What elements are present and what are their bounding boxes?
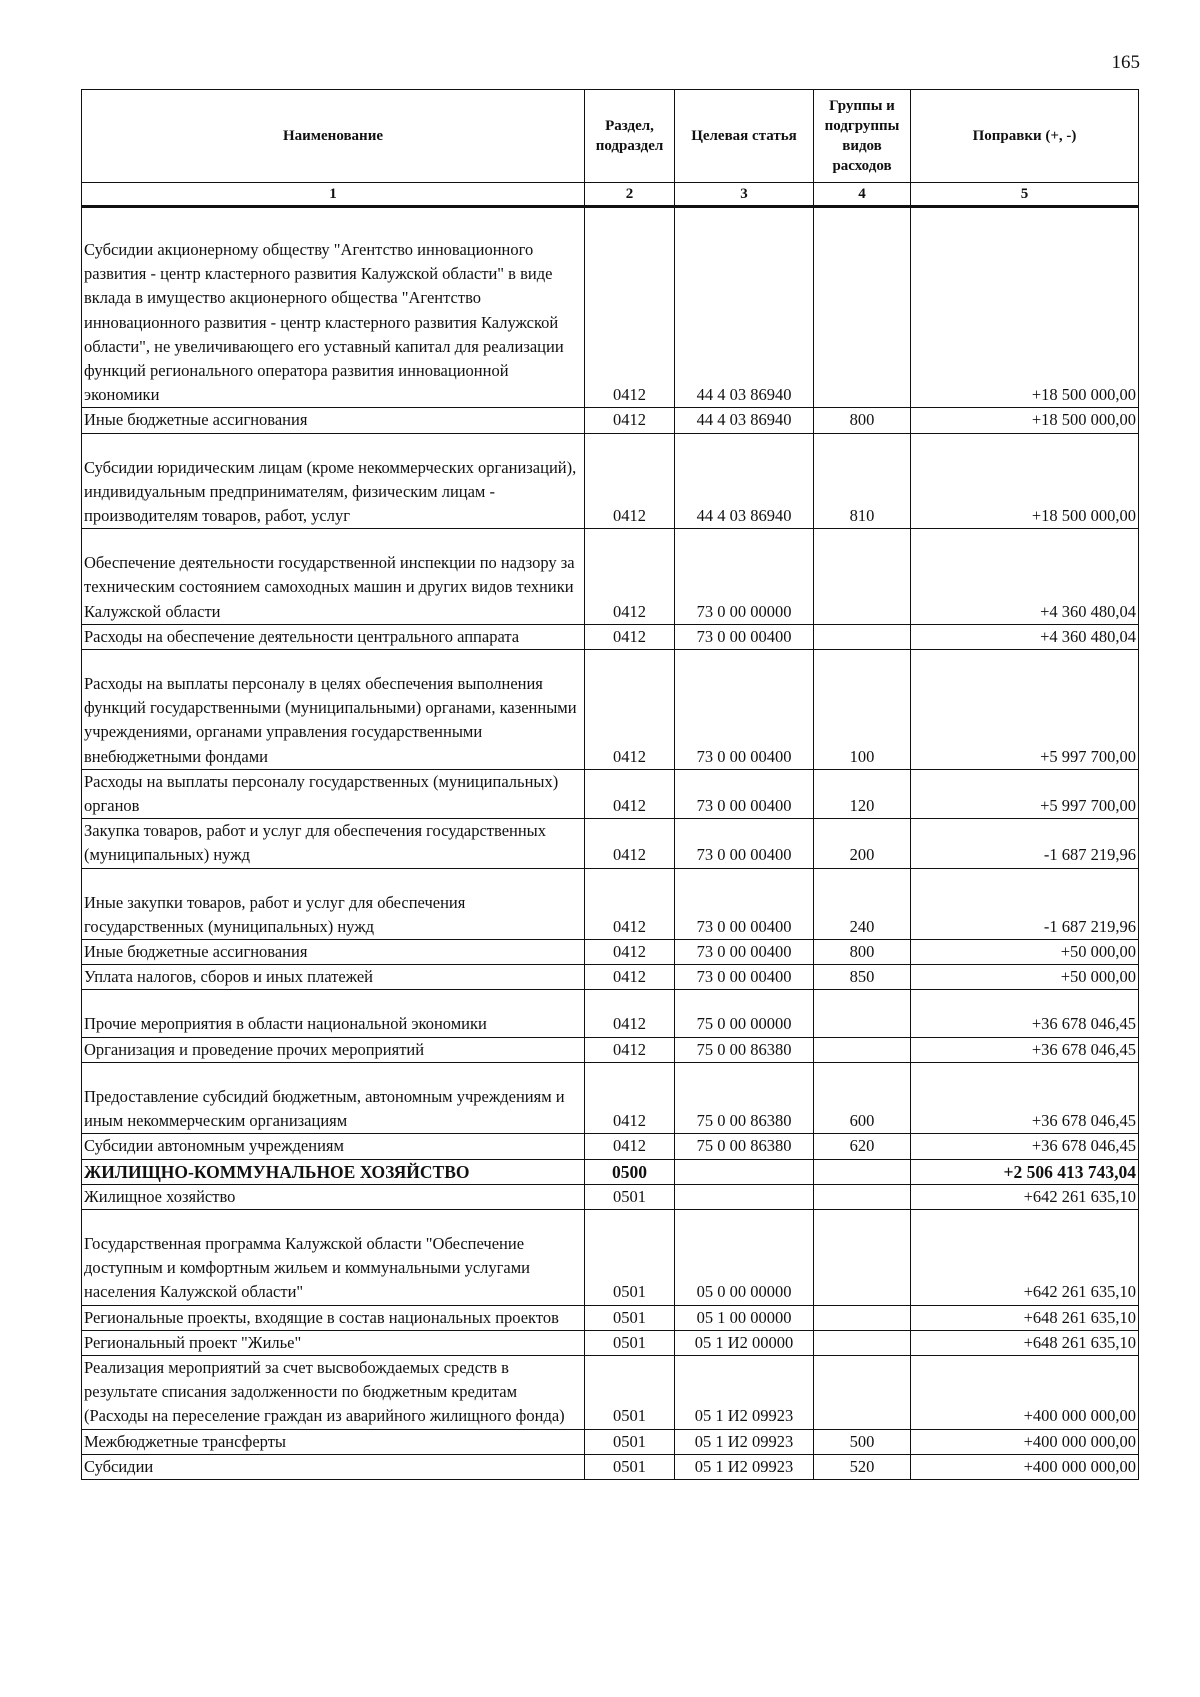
table-row	[82, 1209, 1139, 1305]
row-section: 0500	[585, 1159, 675, 1184]
row-target-article: 73 0 00 00400	[675, 868, 814, 939]
row-section: 0412	[585, 207, 675, 408]
row-section: 0501	[585, 1184, 675, 1209]
row-amount: +36 678 046,45	[911, 1062, 1139, 1133]
row-name: Предоставление субсидий бюджетным, автономным учреждениям и иным некоммерческим организациям	[82, 1062, 585, 1133]
row-amount: +18 500 000,00	[911, 207, 1139, 408]
row-target-article: 44 4 03 86940	[675, 433, 814, 529]
table-row	[82, 1454, 1139, 1479]
row-target-article: 73 0 00 00400	[675, 769, 814, 818]
row-amount: +5 997 700,00	[911, 650, 1139, 770]
row-amount: +18 500 000,00	[911, 408, 1139, 433]
table-row	[82, 207, 1139, 408]
row-target-article: 73 0 00 00400	[675, 940, 814, 965]
table-row	[82, 769, 1139, 818]
table-row	[82, 1429, 1139, 1454]
column-number: 5	[911, 183, 1139, 207]
row-amount: -1 687 219,96	[911, 868, 1139, 939]
header-row	[82, 90, 1139, 183]
table-row	[82, 1037, 1139, 1062]
header-amount: Поправки (+, -)	[911, 90, 1139, 183]
row-expense-group: 800	[814, 940, 911, 965]
row-name: Государственная программа Калужской области "Обеспечение доступным и комфортным жильем и коммунальными услугами населения Калужской области"	[82, 1209, 585, 1305]
row-section: 0412	[585, 1062, 675, 1133]
header-section: Раздел, подраздел	[585, 90, 675, 183]
row-section: 0412	[585, 769, 675, 818]
row-name: Уплата налогов, сборов и иных платежей	[82, 965, 585, 990]
row-expense-group	[814, 1209, 911, 1305]
row-expense-group: 100	[814, 650, 911, 770]
row-section: 0412	[585, 624, 675, 649]
row-expense-group: 500	[814, 1429, 911, 1454]
row-amount: +400 000 000,00	[911, 1454, 1139, 1479]
header-target: Целевая статья	[675, 90, 814, 183]
row-expense-group	[814, 529, 911, 625]
row-section: 0412	[585, 650, 675, 770]
table-row	[82, 990, 1139, 1037]
row-amount: +642 261 635,10	[911, 1209, 1139, 1305]
row-name: Расходы на выплаты персоналу в целях обеспечения выполнения функций государственными (муниципальными) органами, казенными учреждениями, органами управления государственными внебюджетными фондами	[82, 650, 585, 770]
row-expense-group	[814, 624, 911, 649]
row-section: 0412	[585, 1037, 675, 1062]
row-section: 0501	[585, 1355, 675, 1429]
row-amount: +50 000,00	[911, 965, 1139, 990]
row-expense-group: 600	[814, 1062, 911, 1133]
row-name: Прочие мероприятия в области национальной экономики	[82, 990, 585, 1037]
row-target-article: 73 0 00 00000	[675, 529, 814, 625]
table-row	[82, 1355, 1139, 1429]
header-name: Наименование	[82, 90, 585, 183]
row-name: Иные бюджетные ассигнования	[82, 940, 585, 965]
row-amount: +2 506 413 743,04	[911, 1159, 1139, 1184]
row-target-article: 73 0 00 00400	[675, 650, 814, 770]
row-amount: +648 261 635,10	[911, 1305, 1139, 1330]
table-row	[82, 940, 1139, 965]
row-expense-group	[814, 1330, 911, 1355]
row-expense-group: 810	[814, 433, 911, 529]
row-section: 0412	[585, 529, 675, 625]
row-expense-group	[814, 1159, 911, 1184]
row-name: Региональные проекты, входящие в состав национальных проектов	[82, 1305, 585, 1330]
row-target-article	[675, 1159, 814, 1184]
row-name: Обеспечение деятельности государственной инспекции по надзору за техническим состоянием самоходных машин и других видов техники Калужской области	[82, 529, 585, 625]
table-row	[82, 408, 1139, 433]
row-amount: +400 000 000,00	[911, 1355, 1139, 1429]
row-expense-group: 800	[814, 408, 911, 433]
row-amount: +400 000 000,00	[911, 1429, 1139, 1454]
row-section: 0501	[585, 1454, 675, 1479]
header-group: Группы и подгруппы видов расходов	[814, 90, 911, 183]
row-expense-group: 520	[814, 1454, 911, 1479]
table-row	[82, 1330, 1139, 1355]
row-target-article: 05 1 И2 09923	[675, 1355, 814, 1429]
row-name: Иные бюджетные ассигнования	[82, 408, 585, 433]
row-section: 0412	[585, 940, 675, 965]
row-expense-group: 620	[814, 1134, 911, 1159]
row-target-article: 05 1 00 00000	[675, 1305, 814, 1330]
column-number: 1	[82, 183, 585, 207]
row-name: Организация и проведение прочих мероприятий	[82, 1037, 585, 1062]
row-amount: +4 360 480,04	[911, 624, 1139, 649]
table-row	[82, 1062, 1139, 1133]
row-target-article: 75 0 00 86380	[675, 1037, 814, 1062]
column-number: 4	[814, 183, 911, 207]
column-number: 2	[585, 183, 675, 207]
row-target-article: 75 0 00 00000	[675, 990, 814, 1037]
column-number-row	[82, 183, 1139, 207]
row-section: 0412	[585, 408, 675, 433]
row-section: 0501	[585, 1330, 675, 1355]
row-name: ЖИЛИЩНО-КОММУНАЛЬНОЕ ХОЗЯЙСТВО	[82, 1159, 585, 1184]
row-section: 0412	[585, 1134, 675, 1159]
row-amount: +18 500 000,00	[911, 433, 1139, 529]
row-amount: -1 687 219,96	[911, 819, 1139, 868]
row-target-article: 73 0 00 00400	[675, 965, 814, 990]
row-amount: +648 261 635,10	[911, 1330, 1139, 1355]
row-name: Субсидии юридическим лицам (кроме некоммерческих организаций), индивидуальным предпринимателям, физическим лицам - производителям товаров, работ, услуг	[82, 433, 585, 529]
table-row	[82, 650, 1139, 770]
row-expense-group	[814, 1355, 911, 1429]
row-expense-group	[814, 1305, 911, 1330]
row-name: Субсидии автономным учреждениям	[82, 1134, 585, 1159]
table-row	[82, 1305, 1139, 1330]
row-name: Закупка товаров, работ и услуг для обеспечения государственных (муниципальных) нужд	[82, 819, 585, 868]
row-amount: +642 261 635,10	[911, 1184, 1139, 1209]
row-target-article: 44 4 03 86940	[675, 408, 814, 433]
table-row	[82, 433, 1139, 529]
row-amount: +36 678 046,45	[911, 990, 1139, 1037]
table-row	[82, 1159, 1139, 1184]
row-amount: +36 678 046,45	[911, 1134, 1139, 1159]
row-target-article: 75 0 00 86380	[675, 1134, 814, 1159]
row-expense-group: 120	[814, 769, 911, 818]
row-name: Расходы на обеспечение деятельности центрального аппарата	[82, 624, 585, 649]
table-row	[82, 819, 1139, 868]
row-name: Иные закупки товаров, работ и услуг для обеспечения государственных (муниципальных) нужд	[82, 868, 585, 939]
row-section: 0412	[585, 433, 675, 529]
table-row	[82, 1184, 1139, 1209]
column-number: 3	[675, 183, 814, 207]
table-row	[82, 965, 1139, 990]
row-target-article: 05 1 И2 09923	[675, 1454, 814, 1479]
row-section: 0412	[585, 965, 675, 990]
row-name: Субсидии	[82, 1454, 585, 1479]
table-row	[82, 868, 1139, 939]
row-section: 0412	[585, 819, 675, 868]
row-amount: +4 360 480,04	[911, 529, 1139, 625]
row-expense-group	[814, 1184, 911, 1209]
table-row	[82, 529, 1139, 625]
row-expense-group	[814, 207, 911, 408]
row-amount: +50 000,00	[911, 940, 1139, 965]
page-number: 165	[1111, 52, 1140, 73]
row-expense-group: 200	[814, 819, 911, 868]
row-section: 0501	[585, 1209, 675, 1305]
table-row	[82, 1134, 1139, 1159]
row-name: Субсидии акционерному обществу "Агентство инновационного развития - центр кластерного развития Калужской области" в виде вклада в имущество акционерного общества "Агентство инновационного развития - центр кластерного развития Калужской области", не увеличивающего его уставный капитал для реализации функций регионального оператора развития инновационной экономики	[82, 207, 585, 408]
row-target-article: 05 0 00 00000	[675, 1209, 814, 1305]
row-name: Жилищное хозяйство	[82, 1184, 585, 1209]
row-amount: +5 997 700,00	[911, 769, 1139, 818]
row-expense-group	[814, 1037, 911, 1062]
row-name: Расходы на выплаты персоналу государственных (муниципальных) органов	[82, 769, 585, 818]
row-name: Межбюджетные трансферты	[82, 1429, 585, 1454]
row-name: Реализация мероприятий за счет высвобождаемых средств в результате списания задолженности по бюджетным кредитам (Расходы на переселение граждан из аварийного жилищного фонда)	[82, 1355, 585, 1429]
row-target-article: 75 0 00 86380	[675, 1062, 814, 1133]
row-target-article: 05 1 И2 00000	[675, 1330, 814, 1355]
row-section: 0501	[585, 1305, 675, 1330]
row-amount: +36 678 046,45	[911, 1037, 1139, 1062]
row-expense-group	[814, 990, 911, 1037]
row-target-article: 73 0 00 00400	[675, 819, 814, 868]
row-target-article	[675, 1184, 814, 1209]
budget-amendments-table	[81, 89, 1139, 1480]
row-section: 0412	[585, 990, 675, 1037]
row-section: 0412	[585, 868, 675, 939]
row-name: Региональный проект "Жилье"	[82, 1330, 585, 1355]
row-target-article: 05 1 И2 09923	[675, 1429, 814, 1454]
row-section: 0501	[585, 1429, 675, 1454]
row-expense-group: 240	[814, 868, 911, 939]
row-target-article: 44 4 03 86940	[675, 207, 814, 408]
row-expense-group: 850	[814, 965, 911, 990]
table-row	[82, 624, 1139, 649]
row-target-article: 73 0 00 00400	[675, 624, 814, 649]
